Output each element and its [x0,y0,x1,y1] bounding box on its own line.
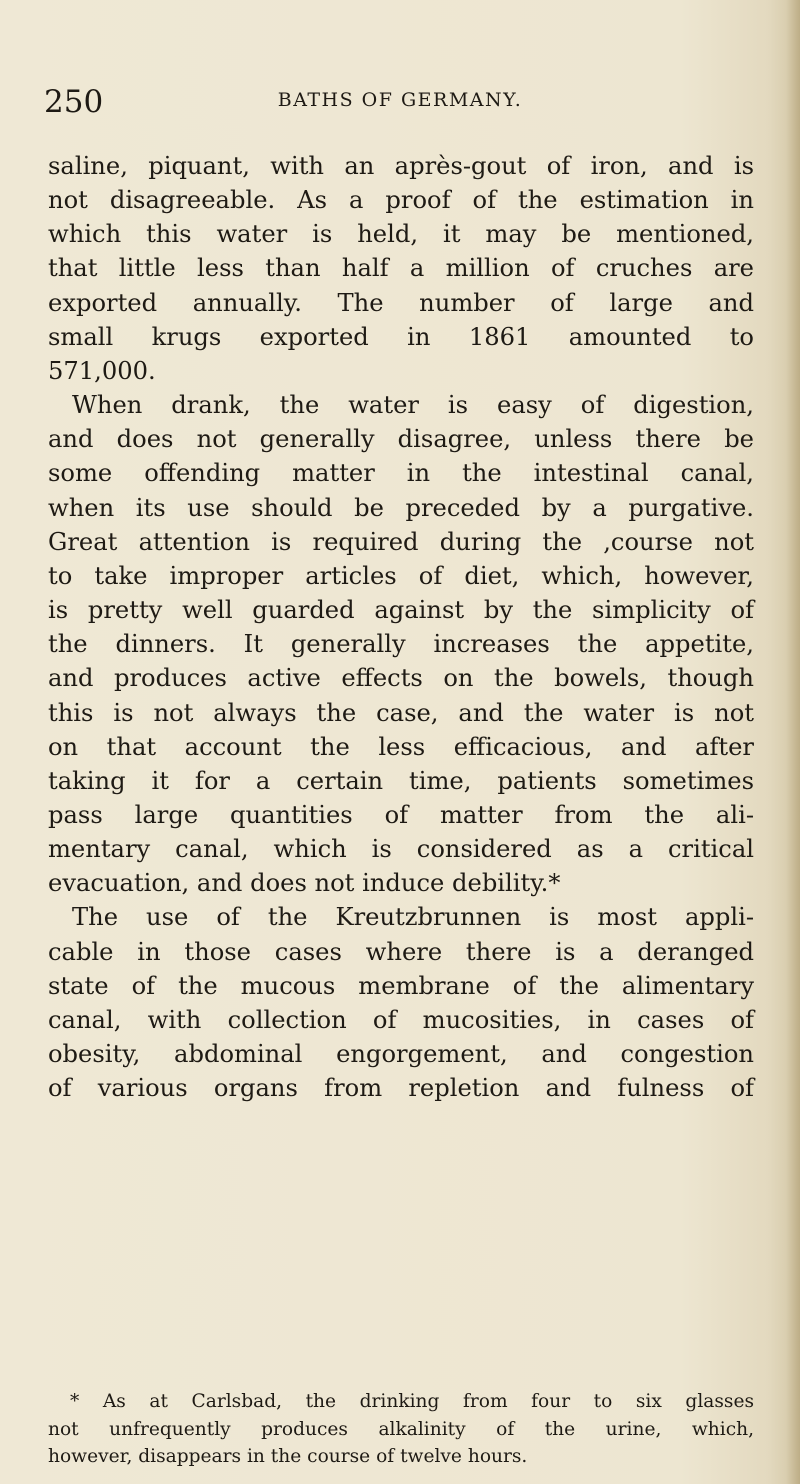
running-title: BATHS OF GERMANY. [277,89,523,111]
footnote [48,1388,754,1471]
text-line: some offending matter in the intestinal canal, [48,459,754,488]
text-line: on that account the less efficacious, and after [48,732,754,761]
text-line: of various organs from repletion and fulness of [48,1074,754,1103]
text-line: pass large quantities of matter from the ali- [48,800,754,829]
page-number: 250 [44,84,104,120]
text-line: small krugs exported in 1861 amounted to [48,322,754,351]
text-line: is pretty well guarded against by the simplicity of [48,596,754,625]
text-line: When drank, the water is easy of digestion, [72,391,754,420]
text-line: 571,000. [48,356,156,385]
text-line: state of the mucous membrane of the alimentary [48,971,754,1000]
text-line: taking it for a certain time, patients sometimes [48,766,754,795]
text-line: obesity, abdominal engorgement, and congestion [48,1040,754,1069]
text-line: that little less than half a million of cruches are [48,254,754,283]
text-line: The use of the Kreutzbrunnen is most appli- [72,903,754,932]
text-line: this is not always the case, and the water is not [48,698,754,727]
text-line: which this water is held, it may be mentioned, [48,220,754,249]
footnote-line: * As at Carlsbad, the drinking from four to six glasses [70,1391,754,1412]
footnote-line: however, disappears in the course of twelve hours. [48,1446,528,1467]
page-edge-shadow [786,0,800,1484]
text-line: Great attention is required during the ,course not [48,527,754,556]
body-text [48,149,754,1105]
text-line: cable in those cases where there is a deranged [48,937,754,966]
text-line: and produces active effects on the bowels, though [48,664,754,693]
text-line: the dinners. It generally increases the appetite, [48,630,754,659]
text-line: to take improper articles of diet, which, however, [48,561,754,590]
footnote-line: not unfrequently produces alkalinity of the urine, which, [48,1418,754,1440]
text-line: not disagreeable. As a proof of the estimation in [48,186,754,215]
text-line: when its use should be preceded by a purgative. [48,493,754,522]
text-line: and does not generally disagree, unless there be [48,425,754,454]
text-line: canal, with collection of mucosities, in cases of [48,1005,754,1034]
text-line: evacuation, and does not induce debility.* [48,869,561,898]
text-line: mentary canal, which is considered as a critical [48,835,754,864]
text-line: exported annually. The number of large and [48,288,754,317]
text-line: saline, piquant, with an après-gout of iron, and is [48,152,754,180]
